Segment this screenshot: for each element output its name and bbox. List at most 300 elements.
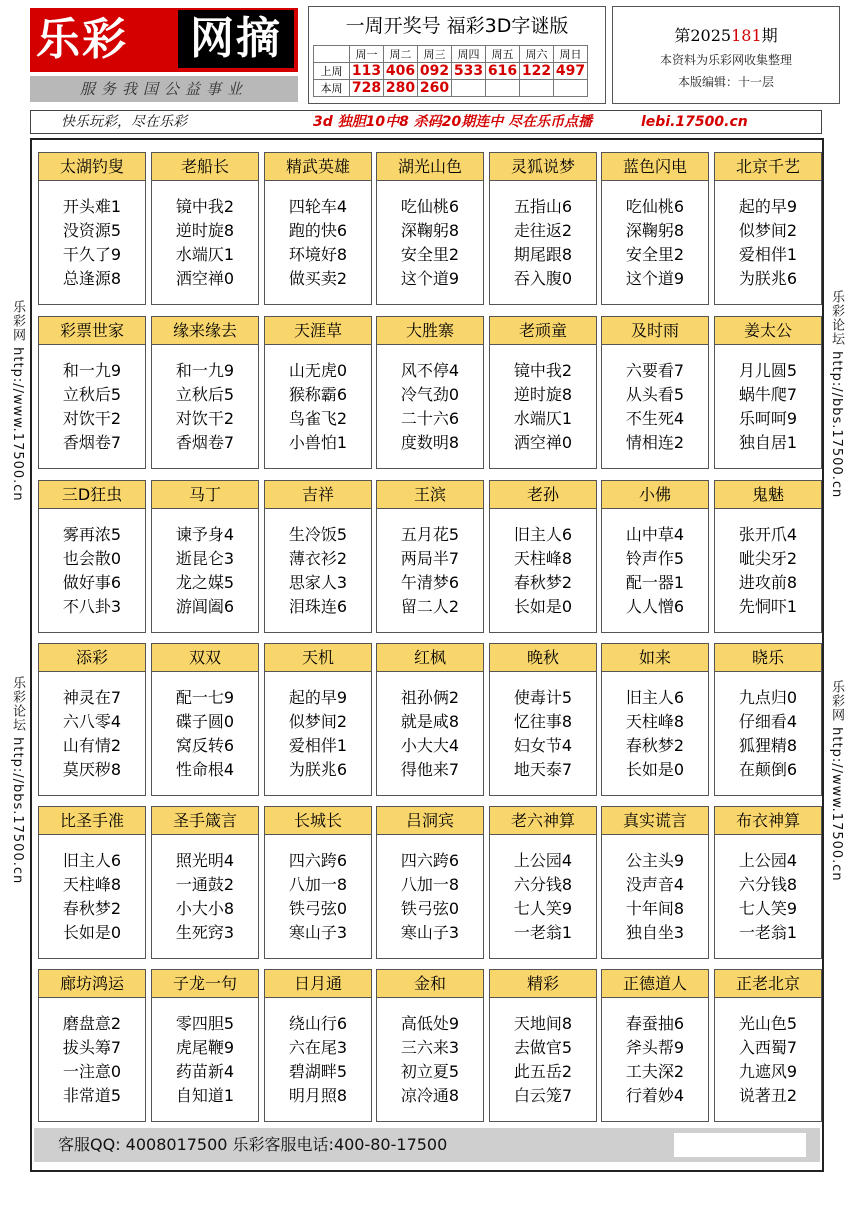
riddle-line: 月儿圆5 <box>738 361 798 380</box>
author-name: 正德道人 <box>602 970 708 998</box>
riddle-line: 谏予身4 <box>175 525 235 544</box>
author-name: 老船长 <box>152 153 258 181</box>
riddle-line: 留二人2 <box>400 597 460 616</box>
riddle-line: 为朕兆6 <box>288 760 348 779</box>
editor-note: 本版编辑：十一层 <box>677 75 774 89</box>
riddle-cell <box>151 643 259 796</box>
riddle-cell <box>601 806 709 959</box>
riddle-line: 总逢源8 <box>62 269 122 288</box>
draw-number <box>486 80 520 97</box>
riddle-line: 春蚕抽6 <box>625 1014 685 1033</box>
riddle-line: 初立夏5 <box>400 1062 460 1081</box>
riddle-cell <box>601 969 709 1122</box>
draw-number <box>554 80 588 97</box>
this-week-row <box>314 80 588 97</box>
side-text-left-top: 乐彩网 http://www.17500.cn <box>10 300 25 502</box>
banner-tagline: 快乐玩彩，尽在乐彩 <box>61 114 187 130</box>
weekday-header: 周三 <box>418 46 452 63</box>
riddle-line: 妇女节4 <box>513 736 573 755</box>
riddle-line: 使毒计5 <box>513 688 573 707</box>
author-name: 添彩 <box>39 644 145 672</box>
riddle-line: 似梦间2 <box>738 221 798 240</box>
riddle-line: 和一九9 <box>175 361 235 380</box>
riddle-line: 安全里2 <box>625 245 685 264</box>
riddle-cell <box>489 152 597 305</box>
riddle-line: 上公园4 <box>738 851 798 870</box>
riddle-line: 旧主人6 <box>62 851 122 870</box>
author-name: 比圣手准 <box>39 807 145 835</box>
weekday-header: 周四 <box>452 46 486 63</box>
author-name: 金和 <box>377 970 483 998</box>
logo <box>30 8 298 72</box>
riddle-line: 吃仙桃6 <box>625 197 685 216</box>
riddle-line: 神灵在7 <box>62 688 122 707</box>
riddle-line: 逆时旋8 <box>513 385 573 404</box>
author-name: 北京千艺 <box>715 153 821 181</box>
riddle-line: 鸟雀飞2 <box>288 409 348 428</box>
riddle-line: 二十六6 <box>400 409 460 428</box>
riddle-line: 碧湖畔5 <box>288 1062 348 1081</box>
riddle-line: 山有情2 <box>62 736 122 755</box>
author-name: 姜太公 <box>715 317 821 345</box>
author-name: 精武英雄 <box>265 153 371 181</box>
riddle-line: 做好事6 <box>62 573 122 592</box>
riddle-line: 六分钱8 <box>738 875 798 894</box>
footer-blank-box <box>674 1133 806 1157</box>
footer-contact: 客服QQ: 4008017500 乐彩客服电话:400-80-17500 <box>58 1135 448 1154</box>
draw-number: 092 <box>418 63 452 80</box>
riddle-line: 八加一8 <box>400 875 460 894</box>
riddle-line: 工夫深2 <box>625 1062 685 1081</box>
riddle-line: 说著丑2 <box>738 1086 798 1105</box>
riddle-cell <box>714 480 822 633</box>
weekday-header: 周日 <box>554 46 588 63</box>
draw-number <box>520 80 554 97</box>
side-text-left-bottom: 乐彩论坛 http://bbs.17500.cn <box>10 676 25 885</box>
riddle-line: 斧头帮9 <box>625 1038 685 1057</box>
issue-prefix: 第2025 <box>674 26 732 45</box>
riddle-line: 洒空禅0 <box>513 433 573 452</box>
riddle-line: 在颠倒6 <box>738 760 798 779</box>
riddle-line: 蜗牛爬7 <box>738 385 798 404</box>
slogan: 服务我国公益事业 <box>30 76 298 102</box>
riddle-cell <box>601 316 709 469</box>
riddle-line: 寒山子3 <box>288 923 348 942</box>
author-name: 红枫 <box>377 644 483 672</box>
riddle-line: 白云笼7 <box>513 1086 573 1105</box>
riddle-line: 天柱峰8 <box>62 875 122 894</box>
author-name: 圣手箴言 <box>152 807 258 835</box>
collect-note: 本资料为乐彩网收集整理 <box>659 53 792 67</box>
riddle-cell <box>264 480 372 633</box>
side-text-right-bottom: 乐彩网 http://www.17500.cn <box>829 680 844 882</box>
riddle-cell <box>38 316 146 469</box>
banner-promo: 3d 独胆10中8 杀码20期连中 尽在乐币点播 <box>313 114 593 130</box>
issue-number-value: 181 <box>731 26 762 45</box>
riddle-line: 小大大4 <box>400 736 460 755</box>
riddle-line: 镜中我2 <box>175 197 235 216</box>
riddle-line: 高低处9 <box>400 1014 460 1033</box>
riddle-cell <box>601 643 709 796</box>
riddle-cell <box>38 643 146 796</box>
riddle-line: 游阊阖6 <box>175 597 235 616</box>
riddle-line: 六在尾3 <box>288 1038 348 1057</box>
riddle-line: 铃声作5 <box>625 549 685 568</box>
author-name: 晚秋 <box>490 644 596 672</box>
riddle-line: 旧主人6 <box>625 688 685 707</box>
riddle-cell <box>489 316 597 469</box>
riddle-line: 和一九9 <box>62 361 122 380</box>
riddle-line: 绕山行6 <box>288 1014 348 1033</box>
author-name: 双双 <box>152 644 258 672</box>
riddle-line: 一注意0 <box>62 1062 122 1081</box>
riddle-line: 起的早9 <box>288 688 348 707</box>
riddle-cell <box>489 480 597 633</box>
riddle-line: 六八零4 <box>62 712 122 731</box>
riddle-line: 猴称霸6 <box>288 385 348 404</box>
riddle-line: 凉冷通8 <box>400 1086 460 1105</box>
riddle-line: 五月花5 <box>400 525 460 544</box>
riddle-line: 生冷饭5 <box>288 525 348 544</box>
riddle-cell <box>264 806 372 959</box>
riddle-line: 春秋梦2 <box>625 736 685 755</box>
riddle-line: 做买卖2 <box>288 269 348 288</box>
riddle-line: 九点归0 <box>738 688 798 707</box>
riddle-line: 九遮风9 <box>738 1062 798 1081</box>
riddle-line: 一老翁1 <box>513 923 573 942</box>
author-name: 正老北京 <box>715 970 821 998</box>
riddle-line: 四轮车4 <box>288 197 348 216</box>
riddle-line: 爱相伴1 <box>738 245 798 264</box>
riddle-line: 六要看7 <box>625 361 685 380</box>
riddle-line: 吞入腹0 <box>513 269 573 288</box>
riddle-line: 七人笑9 <box>513 899 573 918</box>
riddle-line: 龙之媒5 <box>175 573 235 592</box>
riddle-line: 先恫吓1 <box>738 597 798 616</box>
this-week-label: 本周 <box>314 80 350 97</box>
riddle-line: 呲尖牙2 <box>738 549 798 568</box>
author-name: 吕洞宾 <box>377 807 483 835</box>
draw-number: 260 <box>418 80 452 97</box>
riddle-line: 逆时旋8 <box>175 221 235 240</box>
riddle-line: 六分钱8 <box>513 875 573 894</box>
author-name: 精彩 <box>490 970 596 998</box>
last-week-label: 上周 <box>314 63 350 80</box>
riddle-line: 去做官5 <box>513 1038 573 1057</box>
draw-number: 616 <box>486 63 520 80</box>
draw-number <box>452 80 486 97</box>
riddle-line: 镜中我2 <box>513 361 573 380</box>
riddle-line: 进攻前8 <box>738 573 798 592</box>
author-name: 湖光山色 <box>377 153 483 181</box>
riddle-cell <box>714 316 822 469</box>
riddle-line: 一通鼓2 <box>175 875 235 894</box>
logo-text-lecai: 乐彩 <box>36 14 128 65</box>
author-name: 老六神算 <box>490 807 596 835</box>
riddle-line: 一老翁1 <box>738 923 798 942</box>
riddle-cell <box>714 152 822 305</box>
riddle-line: 为朕兆6 <box>738 269 798 288</box>
riddle-line: 拔头筹7 <box>62 1038 122 1057</box>
riddle-cell <box>714 969 822 1122</box>
author-name: 王滨 <box>377 481 483 509</box>
riddle-line: 洒空禅0 <box>175 269 235 288</box>
author-name: 真实谎言 <box>602 807 708 835</box>
riddle-line: 泪珠连6 <box>288 597 348 616</box>
author-name: 灵狐说梦 <box>490 153 596 181</box>
riddle-cell <box>264 643 372 796</box>
riddle-line: 十年间8 <box>625 899 685 918</box>
riddle-cell <box>376 969 484 1122</box>
author-name: 及时雨 <box>602 317 708 345</box>
riddle-line: 明月照8 <box>288 1086 348 1105</box>
weekday-header: 周二 <box>384 46 418 63</box>
riddle-line: 生死窍3 <box>175 923 235 942</box>
riddle-line: 配一器1 <box>625 573 685 592</box>
riddle-line: 照光明4 <box>175 851 235 870</box>
riddle-cell <box>376 152 484 305</box>
author-name: 三D狂虫 <box>39 481 145 509</box>
riddle-cell <box>151 480 259 633</box>
riddle-line: 似梦间2 <box>288 712 348 731</box>
riddle-line: 得他来7 <box>400 760 460 779</box>
riddle-line: 独自坐3 <box>625 923 685 942</box>
author-name: 子龙一句 <box>152 970 258 998</box>
riddle-line: 就是咸8 <box>400 712 460 731</box>
riddle-cell <box>376 806 484 959</box>
side-text-right-top: 乐彩论坛 http://bbs.17500.cn <box>829 290 844 499</box>
author-name: 老孙 <box>490 481 596 509</box>
riddle-cell <box>489 806 597 959</box>
riddle-line: 走往返2 <box>513 221 573 240</box>
riddle-line: 两局半7 <box>400 549 460 568</box>
promo-banner <box>30 110 822 134</box>
author-name: 大胜寨 <box>377 317 483 345</box>
issue-number <box>613 23 839 46</box>
riddle-cell <box>376 480 484 633</box>
riddle-line: 立秋后5 <box>175 385 235 404</box>
riddle-line: 小大小8 <box>175 899 235 918</box>
riddle-line: 天柱峰8 <box>513 549 573 568</box>
weekday-row <box>314 46 588 63</box>
author-name: 长城长 <box>265 807 371 835</box>
riddle-line: 零四胆5 <box>175 1014 235 1033</box>
draw-number: 533 <box>452 63 486 80</box>
riddle-cell <box>376 643 484 796</box>
draw-number: 497 <box>554 63 588 80</box>
author-name: 鬼魅 <box>715 481 821 509</box>
riddle-line: 雾再浓5 <box>62 525 122 544</box>
riddle-line: 山中草4 <box>625 525 685 544</box>
riddle-line: 四六跨6 <box>400 851 460 870</box>
riddle-line: 香烟卷7 <box>175 433 235 452</box>
weekday-header: 周五 <box>486 46 520 63</box>
riddle-cell <box>264 316 372 469</box>
riddle-line: 小兽怕1 <box>288 433 348 452</box>
riddle-line: 地天泰7 <box>513 760 573 779</box>
riddle-line: 这个道9 <box>625 269 685 288</box>
riddle-line: 七人笑9 <box>738 899 798 918</box>
riddle-line: 自知道1 <box>175 1086 235 1105</box>
author-name: 太湖钓叟 <box>39 153 145 181</box>
riddle-line: 春秋梦2 <box>62 899 122 918</box>
riddle-cell <box>151 806 259 959</box>
riddle-line: 五指山6 <box>513 197 573 216</box>
riddle-line: 三六来3 <box>400 1038 460 1057</box>
riddle-line: 对饮干2 <box>62 409 122 428</box>
riddle-line: 张开爪4 <box>738 525 798 544</box>
riddle-cell <box>38 806 146 959</box>
footer-bar <box>34 1128 820 1162</box>
issue-panel <box>612 6 840 104</box>
riddle-line: 铁弓弦0 <box>400 899 460 918</box>
riddle-line: 狐狸精8 <box>738 736 798 755</box>
riddle-line: 八加一8 <box>288 875 348 894</box>
author-name: 彩票世家 <box>39 317 145 345</box>
riddle-line: 光山色5 <box>738 1014 798 1033</box>
riddle-line: 水端仄1 <box>175 245 235 264</box>
riddle-line: 此五岳2 <box>513 1062 573 1081</box>
riddle-line: 安全里2 <box>400 245 460 264</box>
riddle-line: 铁弓弦0 <box>288 899 348 918</box>
riddle-line: 不八卦3 <box>62 597 122 616</box>
riddle-line: 虎尾鞭9 <box>175 1038 235 1057</box>
riddle-line: 也会散0 <box>62 549 122 568</box>
riddle-line: 没资源5 <box>62 221 122 240</box>
riddle-cell <box>38 152 146 305</box>
riddle-line: 深鞠躬8 <box>400 221 460 240</box>
riddle-cell <box>264 152 372 305</box>
riddle-line: 公主头9 <box>625 851 685 870</box>
riddle-cell <box>489 969 597 1122</box>
riddle-line: 吃仙桃6 <box>400 197 460 216</box>
riddle-line: 情相连2 <box>625 433 685 452</box>
riddle-line: 入西蜀7 <box>738 1038 798 1057</box>
riddle-cell <box>264 969 372 1122</box>
riddle-line: 思家人3 <box>288 573 348 592</box>
draw-title: 一周开奖号 福彩3D字谜版 <box>345 15 569 37</box>
riddle-line: 长如是0 <box>625 760 685 779</box>
author-name: 如来 <box>602 644 708 672</box>
draw-number: 280 <box>384 80 418 97</box>
riddle-line: 冷气劲0 <box>400 385 460 404</box>
author-name: 马丁 <box>152 481 258 509</box>
riddle-line: 水端仄1 <box>513 409 573 428</box>
riddle-cell <box>376 316 484 469</box>
riddle-line: 度数明8 <box>400 433 460 452</box>
riddle-line: 寒山子3 <box>400 923 460 942</box>
riddle-line: 开头难1 <box>62 197 122 216</box>
riddle-line: 爱相伴1 <box>288 736 348 755</box>
riddle-line: 天地间8 <box>513 1014 573 1033</box>
author-name: 晓乐 <box>715 644 821 672</box>
weekly-draw-table <box>313 45 588 97</box>
riddle-line: 长如是0 <box>62 923 122 942</box>
riddle-line: 期尾跟8 <box>513 245 573 264</box>
riddle-cell <box>489 643 597 796</box>
riddle-cell <box>151 969 259 1122</box>
draw-number: 113 <box>350 63 384 80</box>
riddle-line: 上公园4 <box>513 851 573 870</box>
draw-number: 122 <box>520 63 554 80</box>
author-name: 廊坊鸿运 <box>39 970 145 998</box>
riddle-line: 仔细看4 <box>738 712 798 731</box>
riddle-line: 立秋后5 <box>62 385 122 404</box>
author-name: 布衣神算 <box>715 807 821 835</box>
riddle-line: 春秋梦2 <box>513 573 573 592</box>
weekly-draw-panel <box>308 6 606 104</box>
riddle-line: 逝昆仑3 <box>175 549 235 568</box>
logo-text-wangzhai: 网摘 <box>178 10 294 68</box>
riddle-line: 长如是0 <box>513 597 573 616</box>
riddle-line: 对饮干2 <box>175 409 235 428</box>
riddle-line: 从头看5 <box>625 385 685 404</box>
weekday-header: 周一 <box>350 46 384 63</box>
author-name: 蓝色闪电 <box>602 153 708 181</box>
riddle-line: 香烟卷7 <box>62 433 122 452</box>
riddle-line: 环境好8 <box>288 245 348 264</box>
riddle-line: 没声音4 <box>625 875 685 894</box>
author-name: 日月通 <box>265 970 371 998</box>
riddle-line: 药苗新4 <box>175 1062 235 1081</box>
riddle-line: 深鞠躬8 <box>625 221 685 240</box>
riddle-line: 跑的快6 <box>288 221 348 240</box>
riddle-cell <box>714 643 822 796</box>
riddle-line: 天柱峰8 <box>625 712 685 731</box>
riddle-line: 午清梦6 <box>400 573 460 592</box>
banner-url-link[interactable]: lebi.17500.cn <box>641 114 748 130</box>
riddle-line: 人人憎6 <box>625 597 685 616</box>
draw-number: 406 <box>384 63 418 80</box>
riddle-line: 独自居1 <box>738 433 798 452</box>
riddle-line: 四六跨6 <box>288 851 348 870</box>
riddle-line: 起的早9 <box>738 197 798 216</box>
last-week-row <box>314 63 588 80</box>
riddle-cell <box>601 152 709 305</box>
riddle-line: 莫厌秽8 <box>62 760 122 779</box>
author-name: 天涯草 <box>265 317 371 345</box>
riddle-cell <box>151 152 259 305</box>
riddle-line: 非常道5 <box>62 1086 122 1105</box>
riddle-line: 这个道9 <box>400 269 460 288</box>
riddle-cell <box>38 480 146 633</box>
riddle-line: 干久了9 <box>62 245 122 264</box>
riddle-line: 磨盘意2 <box>62 1014 122 1033</box>
riddle-cell <box>601 480 709 633</box>
riddle-cell <box>38 969 146 1122</box>
issue-suffix: 期 <box>761 26 778 45</box>
riddle-line: 山无虎0 <box>288 361 348 380</box>
draw-number: 728 <box>350 80 384 97</box>
riddle-line: 忆往事8 <box>513 712 573 731</box>
riddle-cell <box>714 806 822 959</box>
riddle-line: 行着妙4 <box>625 1086 685 1105</box>
riddle-line: 配一七9 <box>175 688 235 707</box>
author-name: 天机 <box>265 644 371 672</box>
riddle-line: 旧主人6 <box>513 525 573 544</box>
riddle-line: 碟子圆0 <box>175 712 235 731</box>
riddle-line: 窝反转6 <box>175 736 235 755</box>
riddle-line: 风不停4 <box>400 361 460 380</box>
author-name: 老顽童 <box>490 317 596 345</box>
riddle-line: 不生死4 <box>625 409 685 428</box>
riddle-line: 祖孙俩2 <box>400 688 460 707</box>
author-name: 吉祥 <box>265 481 371 509</box>
riddle-cell <box>151 316 259 469</box>
weekday-header: 周六 <box>520 46 554 63</box>
riddle-line: 薄衣衫2 <box>288 549 348 568</box>
corner-cell <box>314 46 350 63</box>
